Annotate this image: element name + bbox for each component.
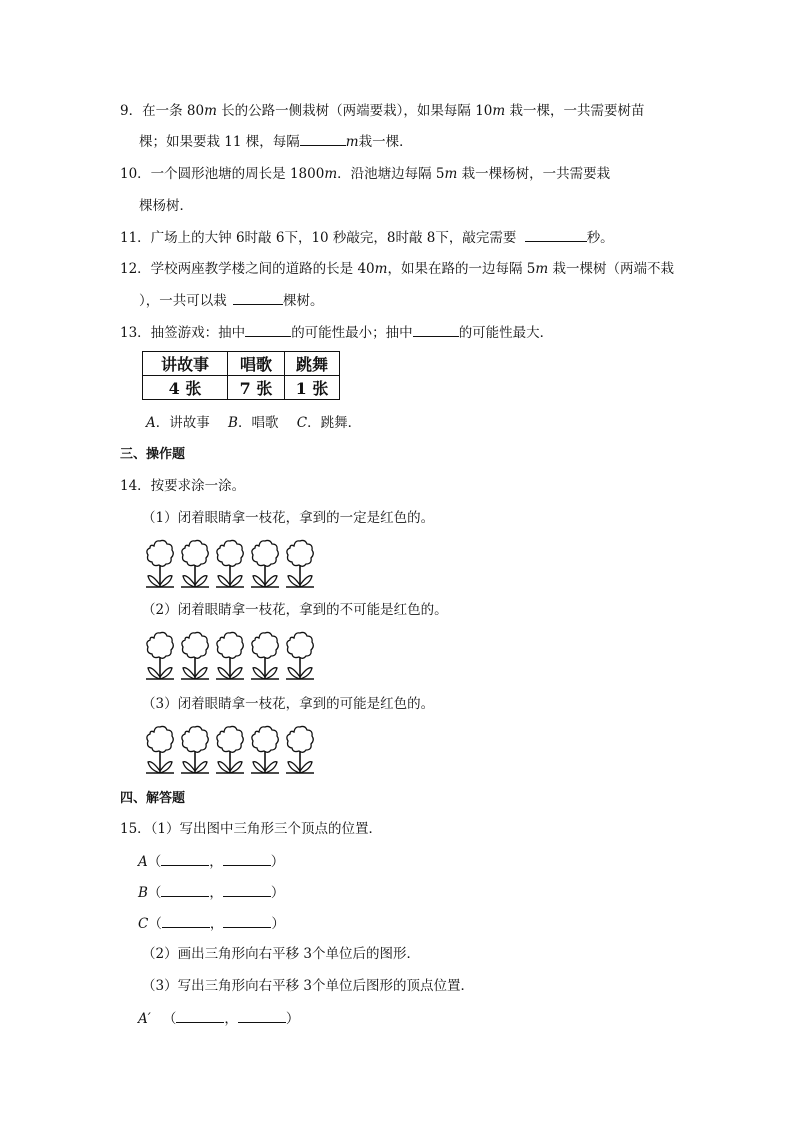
q9-text: 棵；如果要栽 11 棵，每隔 xyxy=(139,134,300,150)
answer-blank[interactable] xyxy=(300,131,346,146)
q13-line xyxy=(120,322,553,343)
answer-blank[interactable] xyxy=(223,882,271,897)
q11-text: 秒。 xyxy=(586,230,614,246)
q13-text: 13．抽签游戏：抽中 xyxy=(120,325,246,341)
answer-blank[interactable] xyxy=(525,227,587,242)
flower-icon[interactable] xyxy=(214,538,246,590)
option-letter: A xyxy=(146,415,156,431)
unit-m: m xyxy=(444,166,458,182)
q9-line1 xyxy=(120,101,645,121)
q12-text: 栽一棵树（两端不栽 xyxy=(548,261,674,277)
flower-row xyxy=(144,538,316,590)
answer-blank[interactable] xyxy=(233,290,283,305)
q12-text: ），一共可以栽 xyxy=(139,293,227,309)
answer-blank[interactable] xyxy=(162,913,210,928)
option-b[interactable] xyxy=(228,415,278,431)
q10-line2 xyxy=(139,196,193,216)
q9-text: 长的公路一侧栽树（两端要栽），如果每隔 10 xyxy=(216,103,493,119)
q12-line2 xyxy=(139,290,324,311)
vertex-a-prime-row xyxy=(138,1008,299,1029)
option-text: ．唱歌 xyxy=(237,415,279,431)
option-a[interactable] xyxy=(146,415,210,431)
flower-icon[interactable] xyxy=(249,724,281,776)
section-heading: 三、操作题 xyxy=(120,447,186,462)
flower-icon[interactable] xyxy=(179,630,211,682)
unit-m: m xyxy=(374,261,388,277)
bracket: ） xyxy=(270,885,285,901)
flower-icon[interactable] xyxy=(144,630,176,682)
q12-text: 棵树。 xyxy=(283,293,324,309)
vertex-label: B xyxy=(138,885,148,901)
bracket: ） xyxy=(270,854,285,870)
flower-icon[interactable] xyxy=(179,724,211,776)
unit-m: m xyxy=(535,261,549,277)
bracket: （ xyxy=(147,885,162,901)
flower-icon[interactable] xyxy=(284,630,316,682)
flower-icon[interactable] xyxy=(144,538,176,590)
q10-text: 10．一个圆形池塘的周长是 1800 xyxy=(120,166,325,182)
table-cell: 4 张 xyxy=(143,376,228,400)
q9-line2 xyxy=(139,131,413,152)
option-letter: C xyxy=(296,415,308,431)
table-header-row xyxy=(143,352,340,376)
lottery-table xyxy=(142,351,340,400)
answer-blank[interactable] xyxy=(161,851,209,866)
q14-stem: 14．按要求涂一涂。 xyxy=(120,478,246,494)
q12-text: 12．学校两座教学楼之间的道路的长是 40 xyxy=(120,261,375,277)
vertex-label: A xyxy=(138,854,148,870)
q15-part2: （2）画出三角形向右平移 3个单位后的图形． xyxy=(142,946,420,962)
table-header-cell: 讲故事 xyxy=(143,352,228,376)
flower-icon[interactable] xyxy=(214,724,246,776)
q9-text: 栽一棵． xyxy=(358,134,413,150)
bracket: （ xyxy=(148,916,162,932)
bracket: ） xyxy=(285,1011,300,1027)
q14-part2: （2）闭着眼睛拿一枝花，拿到的不可能是红色的。 xyxy=(142,602,448,618)
vertex-b-row xyxy=(138,882,284,903)
comma: ， xyxy=(209,885,223,901)
q12-line1 xyxy=(120,259,674,279)
table-cell: 1 张 xyxy=(285,376,340,400)
q11-text: 11．广场上的大钟 6时敲 6下，10 秒敲完，8时敲 8下，敲完需要 xyxy=(120,230,517,246)
bracket: （ xyxy=(147,854,162,870)
q9-text: 栽一棵，一共需要树苗 xyxy=(505,103,645,119)
bracket: ） xyxy=(271,916,285,932)
flower-icon[interactable] xyxy=(249,630,281,682)
unit-m: m xyxy=(324,166,338,182)
answer-blank[interactable] xyxy=(161,882,209,897)
table-row xyxy=(143,376,340,400)
answer-blank[interactable] xyxy=(238,1008,286,1023)
option-c[interactable] xyxy=(297,415,361,431)
table-header-cell: 唱歌 xyxy=(228,352,285,376)
q15-part3: （3）写出三角形向右平移 3个单位后图形的顶点位置． xyxy=(142,978,474,994)
flower-icon[interactable] xyxy=(179,538,211,590)
q15-stem: 15．（1）写出图中三角形三个顶点的位置． xyxy=(120,821,383,837)
q13-text: 的可能性最小；抽中 xyxy=(291,325,413,341)
vertex-label: C xyxy=(138,916,149,932)
flower-icon[interactable] xyxy=(284,538,316,590)
q9-text: 9．在一条 80 xyxy=(120,103,205,119)
comma: ， xyxy=(209,854,223,870)
option-text: ．跳舞． xyxy=(307,415,362,431)
section-heading: 四、解答题 xyxy=(120,791,186,806)
q13-text: 的可能性最大． xyxy=(458,325,554,341)
q10-text: ．沿池塘边每隔 5 xyxy=(337,166,445,182)
unit-m: m xyxy=(345,134,359,150)
table-cell: 7 张 xyxy=(228,376,285,400)
flower-icon[interactable] xyxy=(284,724,316,776)
bracket: （ xyxy=(162,1011,177,1027)
answer-blank[interactable] xyxy=(223,851,271,866)
flower-row xyxy=(144,724,316,776)
unit-m: m xyxy=(492,103,506,119)
q10-text: 棵杨树． xyxy=(139,198,193,214)
answer-blank[interactable] xyxy=(176,1008,224,1023)
table-header-cell: 跳舞 xyxy=(285,352,340,376)
flower-row xyxy=(144,630,316,682)
flower-icon[interactable] xyxy=(249,538,281,590)
q14-part1: （1）闭着眼睛拿一枝花，拿到的一定是红色的。 xyxy=(142,510,435,526)
answer-blank[interactable] xyxy=(245,322,291,337)
q12-text: ，如果在路的一边每隔 5 xyxy=(387,261,536,277)
option-text: ．讲故事 xyxy=(155,415,210,431)
q14-part3: （3）闭着眼睛拿一枝花，拿到的可能是红色的。 xyxy=(142,696,435,712)
comma: ， xyxy=(224,1011,238,1027)
vertex-a-row xyxy=(138,851,284,872)
unit-m: m xyxy=(204,103,217,119)
vertex-c-row xyxy=(138,913,285,934)
comma: ， xyxy=(209,916,224,932)
flower-icon[interactable] xyxy=(144,724,176,776)
q11-line xyxy=(120,227,614,248)
q10-text: 栽一棵杨树，一共需要栽 xyxy=(457,166,611,182)
vertex-label: A′ xyxy=(138,1011,151,1027)
option-letter: B xyxy=(228,415,238,431)
q10-line1 xyxy=(120,164,610,184)
q13-options xyxy=(146,413,361,433)
answer-blank[interactable] xyxy=(223,913,271,928)
answer-blank[interactable] xyxy=(413,322,459,337)
flower-icon[interactable] xyxy=(214,630,246,682)
